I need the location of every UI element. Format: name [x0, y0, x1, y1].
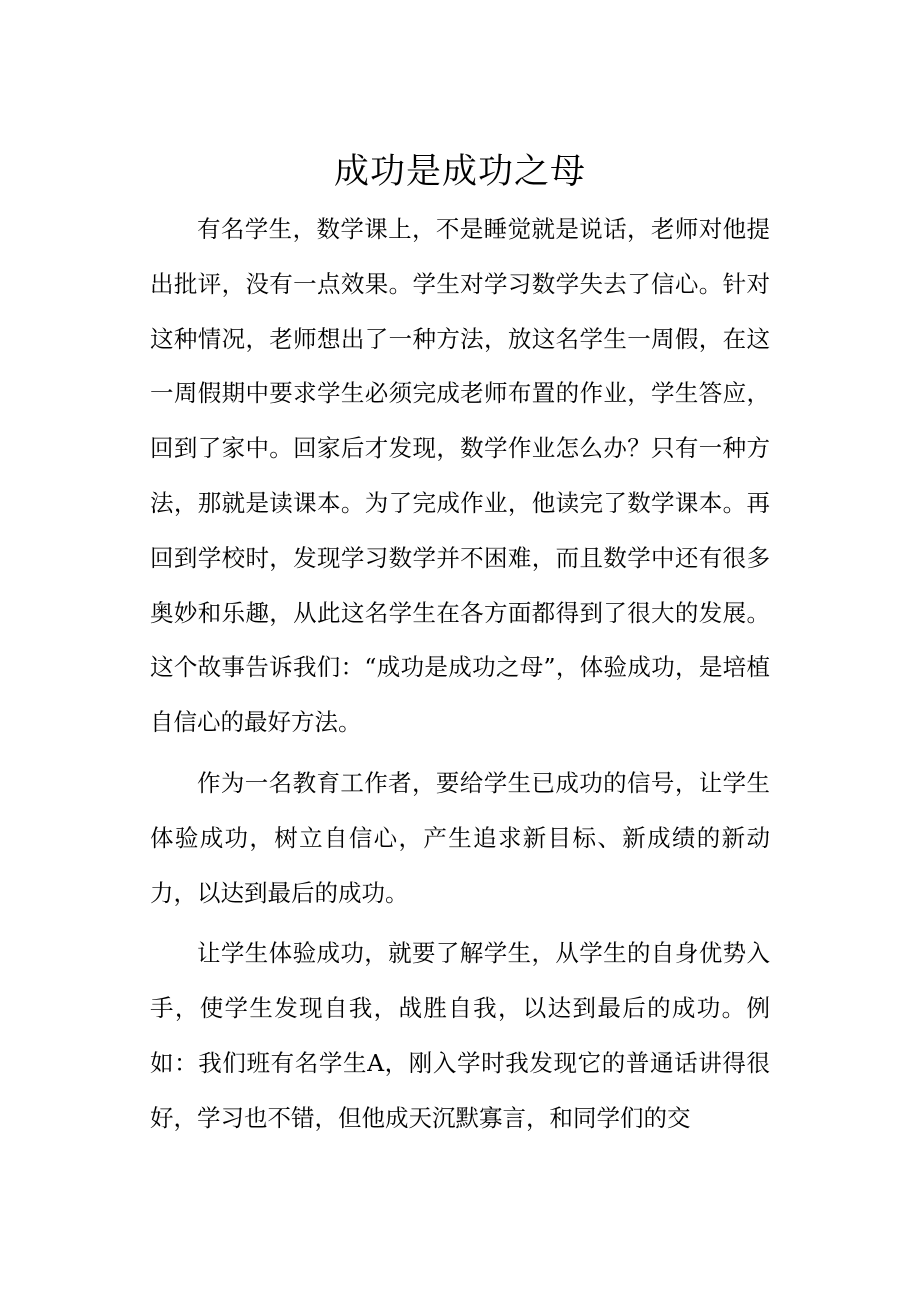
document-page [150, 142, 770, 1146]
paragraph-3: 让学生体验成功，就要了解学生，从学生的自身优势入手，使学生发现自我，战胜自我，以达到最后的成功。例如：我们班有名学生A，刚入学时我发现它的普通话讲得很好，学习也不错，但他成天沉默寡言，和同学们的交 [150, 939, 770, 1132]
paragraph-1: 有名学生，数学课上，不是睡觉就是说话，老师对他提出批评，没有一点效果。学生对学习数学失去了信心。针对这种情况，老师想出了一种方法，放这名学生一周假，在这一周假期中要求学生必须完成老师布置的作业，学生答应，回到了家中。回家后才发现，数学作业怎么办？只有一种方法，那就是读课本。为了完成作业，他读完了数学课本。再回到学校时，发现学习数学并不困难，而且数学中还有很多奥妙和乐趣，从此这名学生在各方面都得到了很大的发展。这个故事告诉我们：“成功是成功之母”，体验成功，是培植自信心的最好方法。 [150, 215, 770, 737]
document-title: 成功是成功之母 [333, 152, 586, 192]
paragraph-2: 作为一名教育工作者，要给学生已成功的信号，让学生体验成功，树立自信心，产生追求新目标、新成绩的新动力，以达到最后的成功。 [150, 768, 770, 907]
